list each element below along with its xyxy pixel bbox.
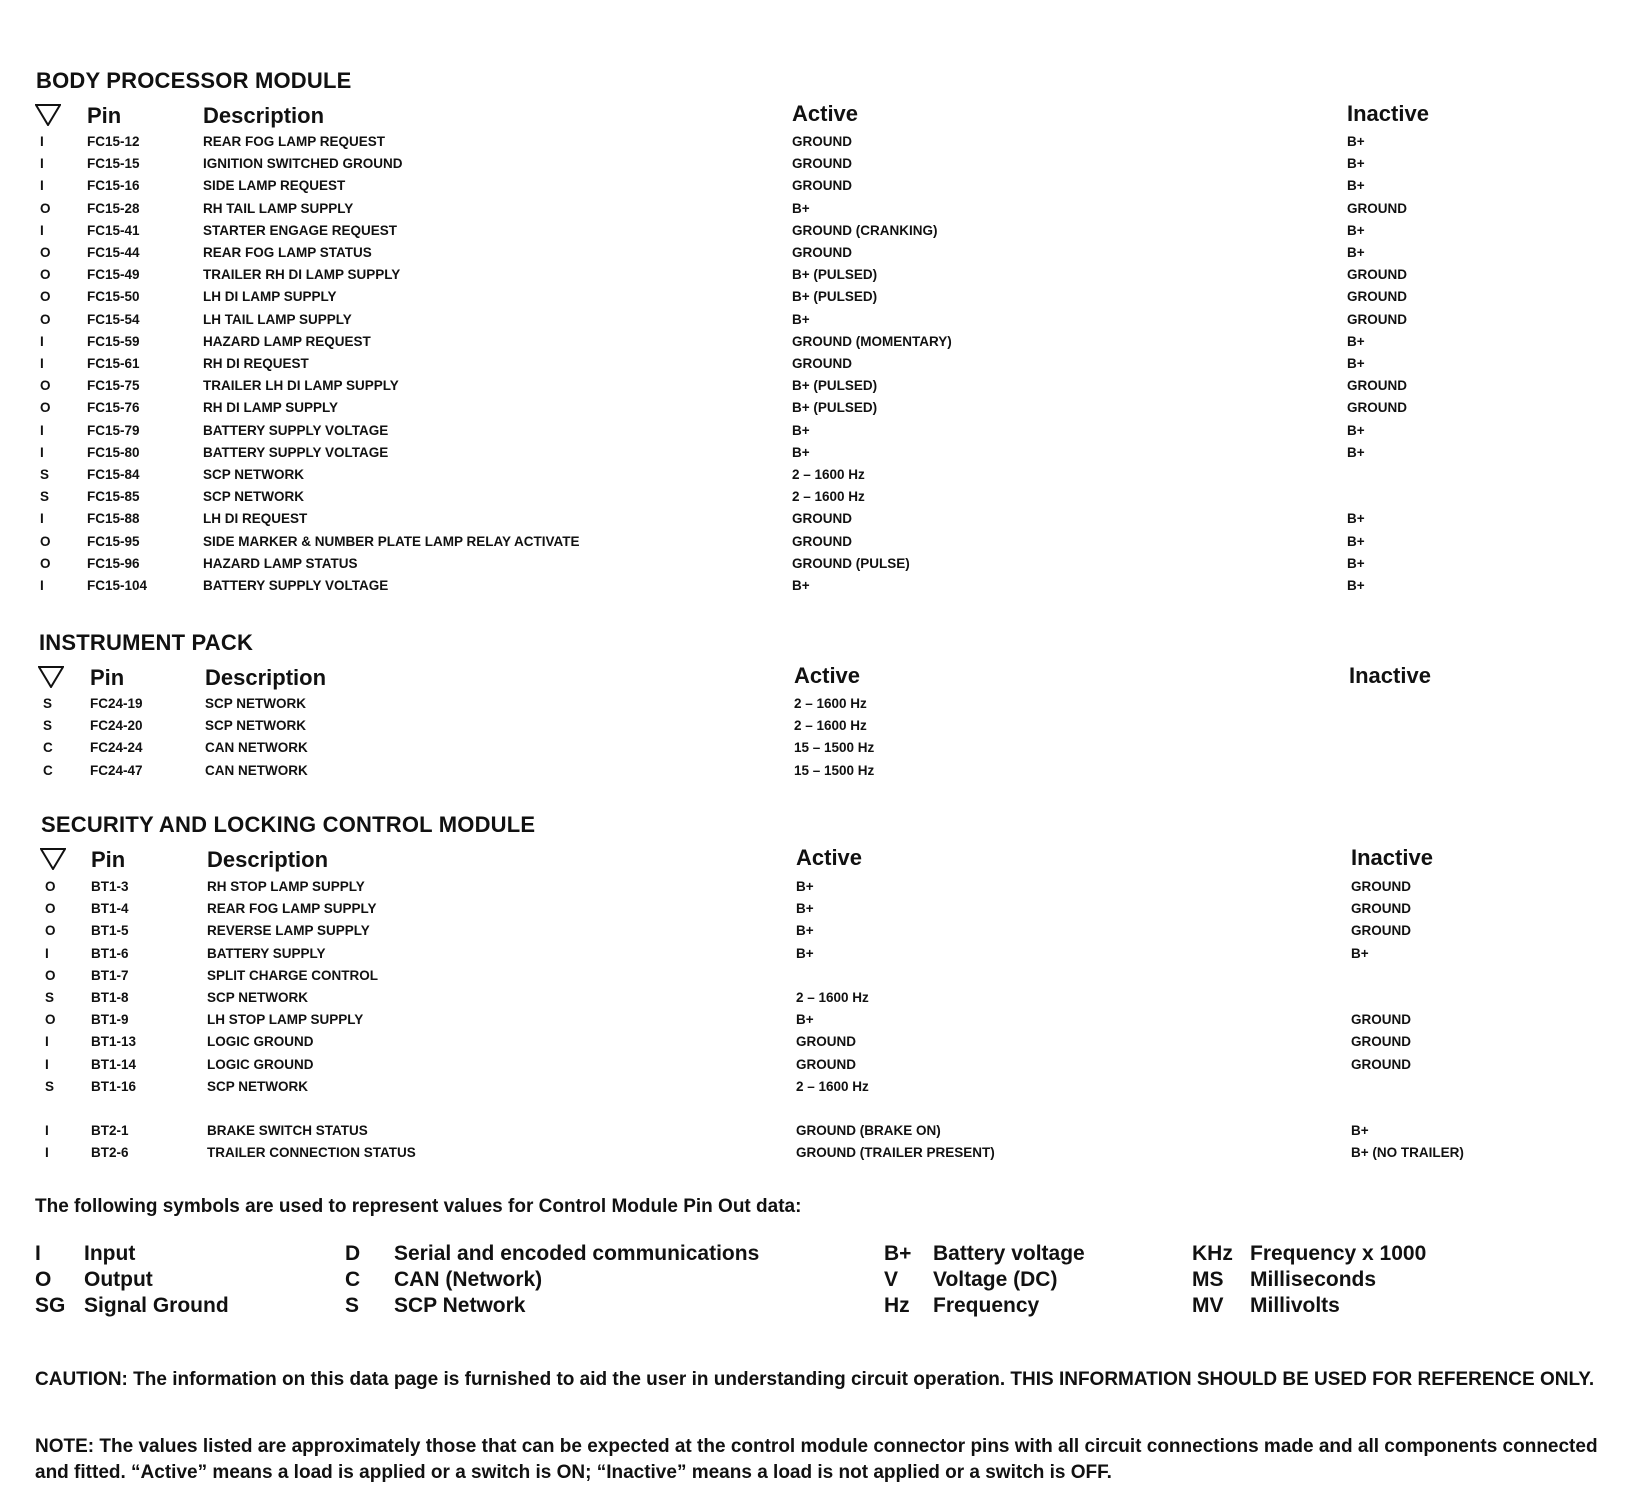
active-value: B+ <box>792 200 810 216</box>
pin-type-code: I <box>45 1056 49 1072</box>
pin-description: LOGIC GROUND <box>207 1056 314 1072</box>
inactive-value: B+ <box>1347 356 1365 371</box>
pin-type-code: O <box>45 901 56 917</box>
pin-type-code: I <box>40 134 44 149</box>
pin-id: FC15-80 <box>87 444 140 460</box>
legend-meaning: Frequency <box>933 1294 1040 1317</box>
legend-meaning: Input <box>84 1242 136 1265</box>
inactive-value: GROUND <box>1347 311 1407 327</box>
pin-id: FC15-59 <box>87 333 140 349</box>
active-value: GROUND (MOMENTARY) <box>792 333 952 349</box>
inactive-value: GROUND <box>1347 289 1407 305</box>
active-value: B+ <box>796 945 814 961</box>
active-value: GROUND <box>792 156 852 172</box>
inactive-value: GROUND <box>1347 400 1407 416</box>
inactive-value: B+ <box>1347 333 1365 349</box>
table-row <box>0 378 1648 400</box>
active-value: GROUND <box>796 1056 856 1072</box>
pin-type-code: O <box>45 879 56 894</box>
pin-description: RH STOP LAMP SUPPLY <box>207 879 365 894</box>
pin-description: REVERSE LAMP SUPPLY <box>207 923 370 939</box>
pin-type-code: O <box>40 289 51 305</box>
table-row <box>0 901 1648 923</box>
table-row <box>0 156 1648 178</box>
table-row <box>0 267 1648 289</box>
table-row <box>0 467 1648 489</box>
pin-type-triangle-icon <box>40 848 66 870</box>
legend-meaning: Signal Ground <box>84 1294 229 1317</box>
active-value: B+ <box>792 422 810 438</box>
pin-description: SCP NETWORK <box>207 1078 309 1094</box>
pin-description: BATTERY SUPPLY VOLTAGE <box>203 422 389 438</box>
legend-symbol: KHz <box>1192 1242 1233 1265</box>
table-row <box>0 1057 1648 1079</box>
pin-type-code: I <box>40 511 44 527</box>
table-row <box>0 990 1648 1012</box>
column-header-pin: Pin <box>90 665 125 690</box>
legend-symbol: Hz <box>884 1294 910 1317</box>
caution-text: CAUTION: The information on this data page is furnished to aid the user in understanding circuit operation. THIS INFORMATION SHOULD BE USED FOR REFERENCE ONLY. <box>35 1369 1595 1390</box>
table-row <box>0 740 1648 762</box>
table-row <box>0 879 1648 901</box>
module-title: SECURITY AND LOCKING CONTROL MODULE <box>41 812 536 837</box>
pin-description: RH DI REQUEST <box>203 356 309 371</box>
legend-symbol: V <box>884 1268 899 1291</box>
pin-id: FC15-88 <box>87 511 140 527</box>
column-header-active: Active <box>794 663 861 688</box>
pin-description: TRAILER RH DI LAMP SUPPLY <box>203 267 401 283</box>
table-row <box>0 400 1648 422</box>
pin-id: FC15-50 <box>87 289 140 305</box>
table-row <box>0 178 1648 200</box>
table-row <box>0 968 1648 990</box>
pin-id: BT1-16 <box>91 1078 137 1094</box>
inactive-value: B+ <box>1347 156 1365 172</box>
pin-type-code: I <box>40 578 44 593</box>
active-value: 15 – 1500 Hz <box>794 762 875 778</box>
pin-type-code: I <box>40 422 44 438</box>
active-value: B+ (PULSED) <box>792 267 878 283</box>
pin-type-code: O <box>40 267 51 283</box>
pin-type-code: I <box>40 156 44 172</box>
pin-description: TRAILER LH DI LAMP SUPPLY <box>203 378 399 394</box>
inactive-value: B+ <box>1347 245 1365 260</box>
active-value: B+ (PULSED) <box>792 289 878 305</box>
pin-description: REAR FOG LAMP SUPPLY <box>207 901 377 917</box>
pin-description: TRAILER CONNECTION STATUS <box>207 1145 416 1161</box>
pin-id: FC15-44 <box>87 245 140 260</box>
legend-symbol: SG <box>35 1294 66 1317</box>
pin-description: BRAKE SWITCH STATUS <box>207 1123 368 1138</box>
pin-description: SCP NETWORK <box>205 718 307 734</box>
inactive-value: GROUND <box>1351 923 1411 939</box>
pin-id: FC15-95 <box>87 533 140 549</box>
pin-description: CAN NETWORK <box>205 740 308 756</box>
inactive-value: B+ <box>1351 945 1369 961</box>
table-row <box>0 1079 1648 1101</box>
table-row <box>0 1145 1648 1167</box>
column-header-inactive: Inactive <box>1349 663 1431 688</box>
legend-symbol: MS <box>1192 1268 1224 1291</box>
table-row <box>0 489 1648 511</box>
inactive-value: GROUND <box>1351 901 1411 917</box>
module-title: BODY PROCESSOR MODULE <box>36 68 352 93</box>
active-value: 15 – 1500 Hz <box>794 740 875 756</box>
legend-symbol: I <box>35 1242 41 1265</box>
table-row <box>0 1123 1648 1145</box>
legend-meaning: CAN (Network) <box>394 1268 543 1291</box>
pin-id: FC15-54 <box>87 311 140 327</box>
column-header-inactive: Inactive <box>1351 845 1433 870</box>
legend-symbol: S <box>345 1294 360 1317</box>
active-value: B+ <box>796 879 814 894</box>
inactive-value: B+ <box>1347 134 1365 149</box>
legend-symbol: B+ <box>884 1242 912 1265</box>
pin-description: LOGIC GROUND <box>207 1034 314 1050</box>
active-value: B+ <box>792 444 810 460</box>
inactive-value: B+ <box>1347 222 1365 238</box>
pin-id: FC15-15 <box>87 156 140 172</box>
column-header-description: Description <box>207 847 329 872</box>
pin-description: IGNITION SWITCHED GROUND <box>203 156 403 172</box>
pin-description: STARTER ENGAGE REQUEST <box>203 222 398 238</box>
table-row <box>0 556 1648 578</box>
pin-description: HAZARD LAMP STATUS <box>203 555 358 571</box>
table-row <box>0 511 1648 533</box>
pin-description: SCP NETWORK <box>207 990 309 1005</box>
table-row <box>0 445 1648 467</box>
pin-id: FC15-28 <box>87 200 140 216</box>
pin-type-code: O <box>40 200 51 216</box>
pin-description: RH DI LAMP SUPPLY <box>203 400 339 416</box>
active-value: 2 – 1600 Hz <box>794 718 867 734</box>
pin-id: BT1-8 <box>91 990 129 1005</box>
pin-id: FC15-104 <box>87 578 148 593</box>
inactive-value: B+ <box>1347 578 1365 593</box>
pin-type-code: I <box>40 444 44 460</box>
pin-type-code: O <box>40 555 51 571</box>
legend-meaning: SCP Network <box>394 1294 526 1317</box>
pin-id: FC15-79 <box>87 422 140 438</box>
module-title: INSTRUMENT PACK <box>39 630 254 655</box>
table-row <box>0 245 1648 267</box>
pin-description: SIDE LAMP REQUEST <box>203 178 346 194</box>
legend-meaning: Millivolts <box>1250 1294 1340 1317</box>
active-value: 2 – 1600 Hz <box>796 990 869 1005</box>
pin-type-code: O <box>45 1012 56 1028</box>
column-header-pin: Pin <box>87 103 122 128</box>
pin-id: BT2-1 <box>91 1123 129 1138</box>
table-row <box>0 423 1648 445</box>
active-value: B+ <box>792 578 810 593</box>
pin-id: FC24-24 <box>90 740 143 756</box>
table-row <box>0 946 1648 968</box>
pin-type-code: O <box>40 378 51 394</box>
legend-meaning: Voltage (DC) <box>933 1268 1058 1291</box>
column-header-description: Description <box>205 665 327 690</box>
legend-symbol: MV <box>1192 1294 1224 1317</box>
active-value: B+ <box>796 1012 814 1028</box>
pin-description: SPLIT CHARGE CONTROL <box>207 967 378 983</box>
pin-id: FC15-85 <box>87 489 140 505</box>
pin-id: FC15-84 <box>87 467 140 482</box>
legend-meaning: Frequency x 1000 <box>1250 1242 1427 1265</box>
pin-type-triangle-icon <box>38 666 64 688</box>
pin-id: BT1-7 <box>91 967 129 983</box>
pin-id: FC15-75 <box>87 378 140 394</box>
pin-type-code: C <box>43 740 53 756</box>
pin-description: BATTERY SUPPLY <box>207 945 326 961</box>
table-row <box>0 718 1648 740</box>
pin-description: RH TAIL LAMP SUPPLY <box>203 200 354 216</box>
legend-meaning: Battery voltage <box>933 1242 1085 1265</box>
pin-description: LH STOP LAMP SUPPLY <box>207 1012 364 1028</box>
inactive-value: GROUND <box>1347 200 1407 216</box>
inactive-value: B+ <box>1347 178 1365 194</box>
pin-description: BATTERY SUPPLY VOLTAGE <box>203 578 389 593</box>
pin-description: BATTERY SUPPLY VOLTAGE <box>203 444 389 460</box>
pin-type-code: O <box>40 400 51 416</box>
table-row <box>0 1034 1648 1056</box>
active-value: B+ (PULSED) <box>792 378 878 394</box>
legend-intro: The following symbols are used to represent values for Control Module Pin Out data: <box>35 1196 802 1217</box>
active-value: B+ <box>796 901 814 917</box>
inactive-value: GROUND <box>1351 1034 1411 1050</box>
pin-description: SIDE MARKER & NUMBER PLATE LAMP RELAY ACTIVATE <box>203 533 580 549</box>
table-row <box>0 223 1648 245</box>
pin-type-code: O <box>40 245 51 260</box>
pin-description: REAR FOG LAMP STATUS <box>203 245 372 260</box>
inactive-value: GROUND <box>1347 267 1407 283</box>
legend-meaning: Milliseconds <box>1250 1268 1377 1291</box>
inactive-value: B+ <box>1347 533 1365 549</box>
pin-id: BT1-9 <box>91 1012 129 1028</box>
pin-description: LH DI REQUEST <box>203 511 308 527</box>
pin-description: LH TAIL LAMP SUPPLY <box>203 311 352 327</box>
pin-id: FC24-19 <box>90 696 143 711</box>
pin-id: FC15-49 <box>87 267 140 283</box>
legend-meaning: Output <box>84 1268 153 1291</box>
table-row <box>0 289 1648 311</box>
active-value: 2 – 1600 Hz <box>792 489 865 505</box>
pin-type-code: I <box>40 178 44 194</box>
pin-type-code: I <box>45 1034 49 1050</box>
table-row <box>0 696 1648 718</box>
pin-type-code: O <box>45 967 56 983</box>
column-header-active: Active <box>792 101 859 126</box>
pin-description: SCP NETWORK <box>203 489 305 505</box>
pin-id: FC15-41 <box>87 222 140 238</box>
pin-description: HAZARD LAMP REQUEST <box>203 333 371 349</box>
inactive-value: GROUND <box>1351 1056 1411 1072</box>
pin-type-code: S <box>43 696 53 711</box>
pin-id: FC15-16 <box>87 178 140 194</box>
pin-type-code: S <box>40 489 50 505</box>
pin-type-code: I <box>45 1145 49 1161</box>
pin-id: FC15-12 <box>87 134 140 149</box>
pin-type-code: S <box>40 467 50 482</box>
pin-type-code: S <box>45 1078 55 1094</box>
table-row <box>0 534 1648 556</box>
pin-description: CAN NETWORK <box>205 762 308 778</box>
active-value: 2 – 1600 Hz <box>794 696 867 711</box>
active-value: GROUND <box>792 134 852 149</box>
legend-symbol: C <box>345 1268 361 1291</box>
pin-type-triangle-icon <box>35 104 61 126</box>
table-row <box>0 923 1648 945</box>
inactive-value: B+ <box>1347 422 1365 438</box>
pin-id: FC24-20 <box>90 718 143 734</box>
active-value: GROUND <box>792 356 852 371</box>
legend-symbol: D <box>345 1242 361 1265</box>
pin-id: BT1-3 <box>91 879 129 894</box>
column-header-active: Active <box>796 845 863 870</box>
pin-type-code: O <box>45 923 56 939</box>
pin-id: BT2-6 <box>91 1145 129 1161</box>
pin-type-code: S <box>43 718 53 734</box>
active-value: B+ (PULSED) <box>792 400 878 416</box>
inactive-value: B+ <box>1347 511 1365 527</box>
active-value: GROUND (PULSE) <box>792 555 910 571</box>
column-header-description: Description <box>203 103 325 128</box>
pin-id: FC24-47 <box>90 762 143 778</box>
active-value: GROUND <box>792 245 852 260</box>
pin-description: SCP NETWORK <box>205 696 307 711</box>
pin-type-code: I <box>40 356 44 371</box>
active-value: GROUND (BRAKE ON) <box>796 1123 941 1138</box>
active-value: GROUND <box>792 533 852 549</box>
pin-type-code: O <box>40 311 51 327</box>
active-value: GROUND <box>796 1034 856 1050</box>
column-header-inactive: Inactive <box>1347 101 1429 126</box>
pin-id: BT1-13 <box>91 1034 137 1050</box>
active-value: 2 – 1600 Hz <box>796 1078 869 1094</box>
pin-type-code: I <box>45 1123 49 1138</box>
table-row <box>0 578 1648 600</box>
table-row <box>0 356 1648 378</box>
pin-type-code: C <box>43 762 53 778</box>
column-header-pin: Pin <box>91 847 126 872</box>
legend-meaning: Serial and encoded communications <box>394 1242 760 1265</box>
pin-id: BT1-4 <box>91 901 129 917</box>
inactive-value: GROUND <box>1351 1012 1411 1028</box>
pin-description: SCP NETWORK <box>203 467 305 482</box>
pin-id: FC15-96 <box>87 555 140 571</box>
legend-symbol: O <box>35 1268 52 1291</box>
inactive-value: B+ <box>1351 1123 1369 1138</box>
inactive-value: B+ <box>1347 444 1365 460</box>
table-row <box>0 763 1648 785</box>
pin-type-code: O <box>40 533 51 549</box>
table-row <box>0 334 1648 356</box>
active-value: B+ <box>796 923 814 939</box>
table-row <box>0 134 1648 156</box>
pin-description: LH DI LAMP SUPPLY <box>203 289 337 305</box>
pin-type-code: S <box>45 990 55 1005</box>
active-value: GROUND <box>792 178 852 194</box>
table-row <box>0 201 1648 223</box>
table-row <box>0 1012 1648 1034</box>
active-value: 2 – 1600 Hz <box>792 467 865 482</box>
active-value: GROUND (CRANKING) <box>792 222 938 238</box>
inactive-value: GROUND <box>1351 879 1411 894</box>
inactive-value: GROUND <box>1347 378 1407 394</box>
table-row <box>0 312 1648 334</box>
active-value: GROUND (TRAILER PRESENT) <box>796 1145 995 1161</box>
pin-id: FC15-76 <box>87 400 140 416</box>
active-value: GROUND <box>792 511 852 527</box>
pin-id: FC15-61 <box>87 356 140 371</box>
pin-id: BT1-14 <box>91 1056 137 1072</box>
inactive-value: B+ (NO TRAILER) <box>1351 1145 1464 1161</box>
pin-type-code: I <box>40 333 44 349</box>
pin-type-code: I <box>45 945 49 961</box>
inactive-value: B+ <box>1347 555 1365 571</box>
pin-id: BT1-6 <box>91 945 129 961</box>
note-text: NOTE: The values listed are approximately those that can be expected at the control module connector pins with all circuit connections made and all components connected and fitted. “Active” means a load is applied or a switch is ON; “Inactive” means a load is not applied or a switch is OFF. <box>35 1436 1598 1483</box>
pin-type-code: I <box>40 222 44 238</box>
pin-id: BT1-5 <box>91 923 129 939</box>
active-value: B+ <box>792 311 810 327</box>
pin-description: REAR FOG LAMP REQUEST <box>203 134 386 149</box>
